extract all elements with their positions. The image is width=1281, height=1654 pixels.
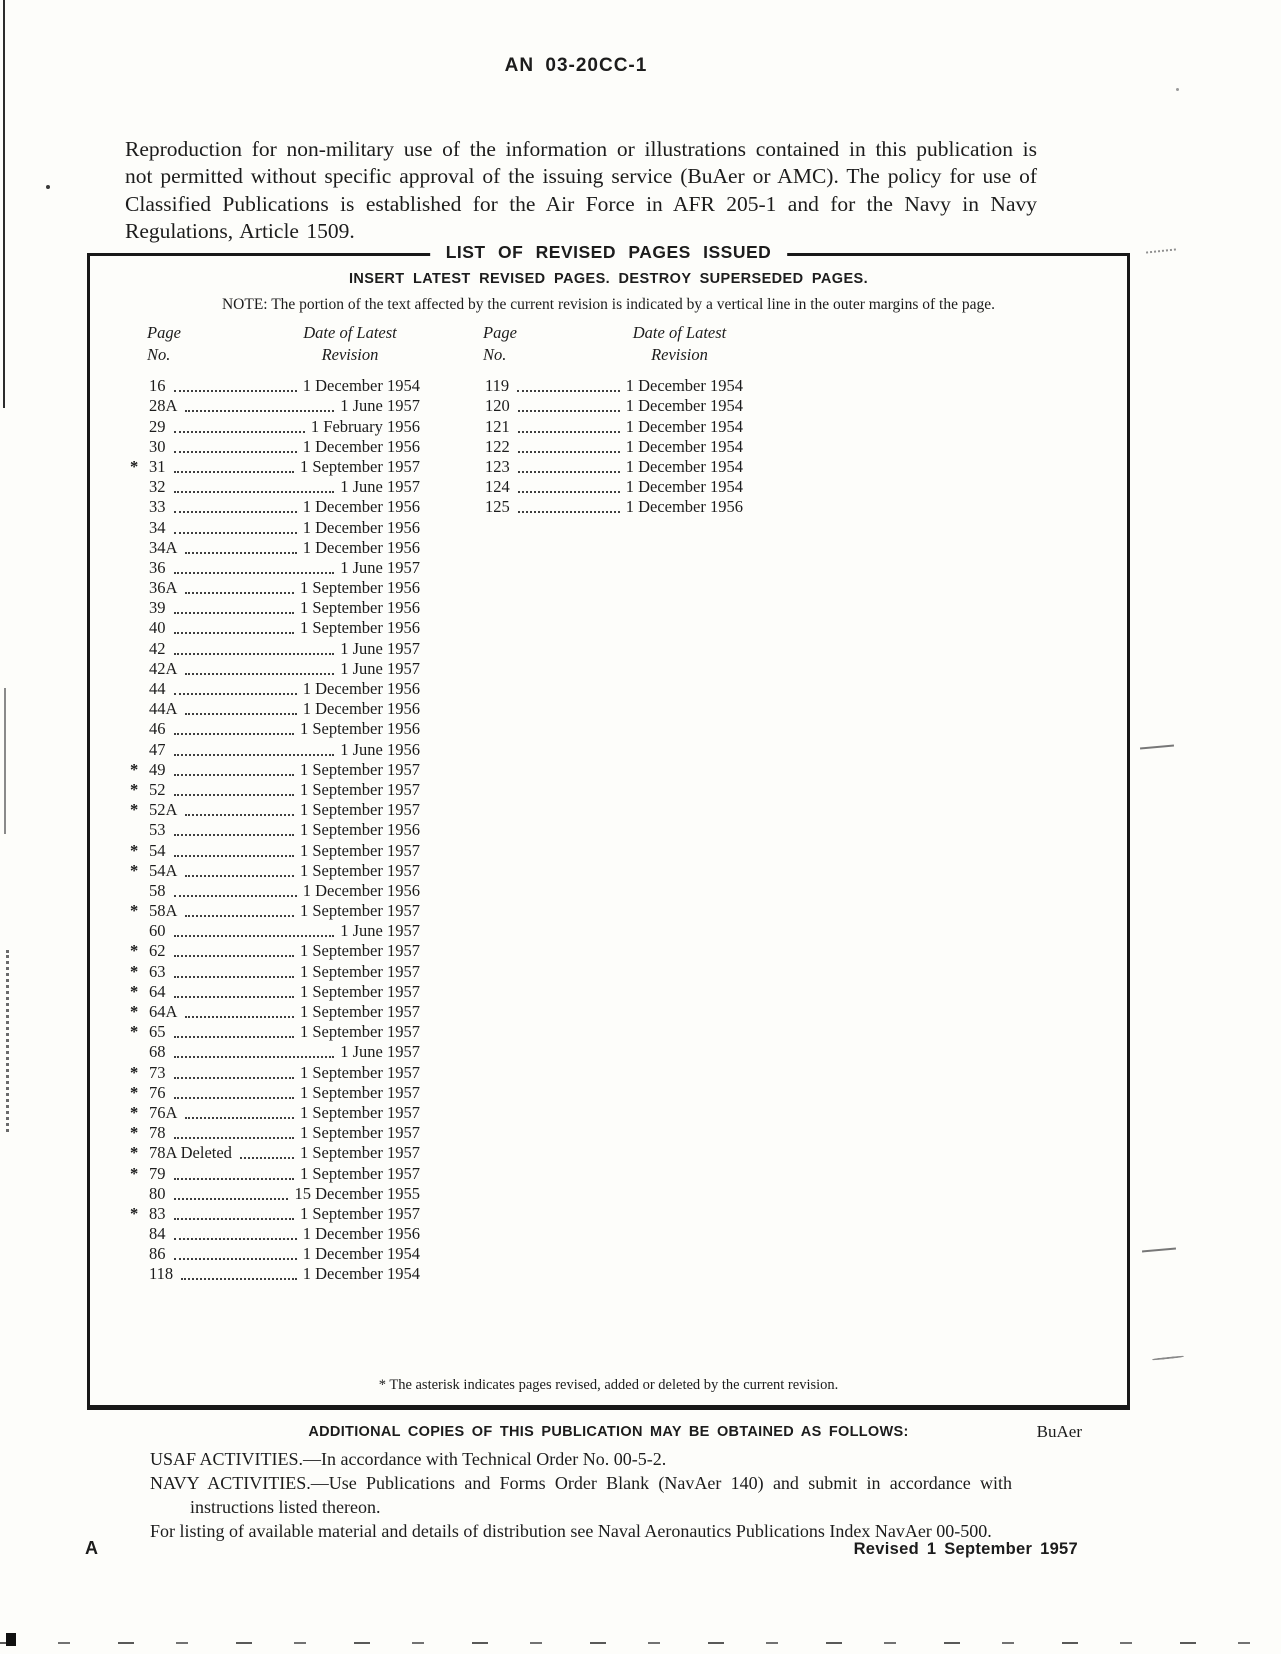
revision-date: 1 December 1954 bbox=[625, 376, 743, 396]
page-number: 124 bbox=[485, 477, 510, 497]
page-number: 34A bbox=[149, 537, 178, 557]
revision-row bbox=[130, 437, 420, 457]
date-of-latest-header: Date of Latest Revision bbox=[632, 323, 727, 364]
star-marker: * bbox=[130, 901, 139, 921]
scan-artifact-bottom-edge bbox=[0, 1642, 1281, 1644]
revision-date: 1 September 1957 bbox=[299, 1143, 420, 1163]
revision-row bbox=[130, 1204, 420, 1224]
revision-date: 1 September 1957 bbox=[299, 1163, 420, 1183]
revision-row bbox=[130, 699, 420, 719]
revision-row bbox=[130, 376, 420, 396]
page-letter: A bbox=[85, 1538, 98, 1558]
revision-date: 1 June 1957 bbox=[340, 1042, 420, 1062]
revision-row bbox=[130, 1184, 420, 1204]
revision-date: 1 September 1957 bbox=[299, 1082, 420, 1102]
dot-leader bbox=[185, 1016, 294, 1018]
page-number: 40 bbox=[149, 618, 166, 638]
revision-row bbox=[466, 396, 743, 416]
page-number: 79 bbox=[149, 1163, 166, 1183]
additional-copies-row bbox=[87, 1424, 1130, 1440]
scan-artifact-right-margin bbox=[1142, 1248, 1176, 1253]
revision-date: 1 December 1956 bbox=[302, 679, 420, 698]
dot-leader bbox=[174, 491, 335, 493]
revision-date: 1 December 1954 bbox=[625, 416, 743, 436]
star-marker: * bbox=[130, 1143, 139, 1163]
revision-row bbox=[130, 780, 420, 800]
dot-leader bbox=[174, 895, 297, 897]
revision-date: 1 September 1957 bbox=[299, 1102, 420, 1122]
page-number: 33 bbox=[149, 497, 166, 517]
revision-row bbox=[130, 840, 420, 860]
revision-date: 1 September 1957 bbox=[299, 860, 420, 880]
revision-row bbox=[130, 941, 420, 961]
page-number: 32 bbox=[149, 477, 166, 497]
doc-number: AN 03-20CC-1 bbox=[504, 55, 648, 76]
page-number: 54 bbox=[149, 840, 166, 860]
page-number: 54A bbox=[149, 860, 178, 880]
revision-row bbox=[466, 457, 743, 477]
dot-leader bbox=[174, 471, 294, 473]
revision-column-left bbox=[130, 322, 420, 1284]
revision-row bbox=[130, 578, 420, 598]
distribution-instructions bbox=[150, 1447, 1012, 1543]
page-number: 120 bbox=[485, 396, 510, 416]
revision-row bbox=[130, 1042, 420, 1062]
page-number: 121 bbox=[485, 416, 510, 436]
revision-date: 1 December 1954 bbox=[302, 1244, 420, 1264]
dot-leader bbox=[174, 632, 294, 634]
star-marker: * bbox=[130, 759, 139, 779]
revision-date: 1 June 1957 bbox=[340, 921, 420, 941]
page-number: 78A Deleted bbox=[149, 1143, 232, 1163]
dot-leader bbox=[518, 511, 620, 513]
revision-date: 1 September 1957 bbox=[299, 961, 420, 981]
revision-date: 1 December 1956 bbox=[625, 497, 743, 517]
star-marker: * bbox=[130, 981, 139, 1001]
page-number: 62 bbox=[149, 941, 166, 961]
revision-row bbox=[130, 719, 420, 739]
insert-pages-instruction: INSERT LATEST REVISED PAGES. DESTROY SUPERSEDED PAGES. bbox=[348, 271, 869, 287]
page-number: 36 bbox=[149, 557, 166, 577]
reproduction-notice: Reproduction for non-military use of the information or illustrations contained in this publication is not permitted without specific approval of the issuing service (BuAer or AMC). The policy for use of Classified Publications is established for the Air Force in AFR 205-1 and for the Navy in Navy Regulations, Article 1509. bbox=[125, 136, 1037, 243]
revision-date: 1 September 1957 bbox=[299, 759, 420, 779]
page-number: 58 bbox=[149, 880, 166, 900]
page-number: 64A bbox=[149, 1002, 178, 1021]
dot-leader bbox=[518, 410, 620, 412]
dot-leader bbox=[185, 713, 296, 715]
page-number: 123 bbox=[485, 456, 510, 476]
page-no-header: Page No. bbox=[483, 323, 517, 364]
dot-leader bbox=[174, 1218, 294, 1220]
page-number: 86 bbox=[149, 1244, 166, 1264]
scan-artifact-right-margin bbox=[1152, 1355, 1184, 1360]
dot-leader bbox=[174, 1056, 335, 1058]
revision-date: 1 September 1957 bbox=[299, 840, 420, 860]
page-number: 78 bbox=[149, 1123, 166, 1143]
page-number: 122 bbox=[485, 436, 510, 456]
star-marker: * bbox=[130, 779, 139, 799]
page-number: 84 bbox=[149, 1224, 166, 1244]
page-number: 60 bbox=[149, 921, 166, 941]
page-number: 65 bbox=[149, 1022, 166, 1042]
revision-row bbox=[130, 961, 420, 981]
revision-row bbox=[130, 1224, 420, 1244]
scan-artifact-right-margin bbox=[1146, 248, 1176, 253]
revision-date: 1 September 1956 bbox=[299, 719, 420, 739]
page-number: 42 bbox=[149, 638, 166, 658]
page-number: 64 bbox=[149, 981, 166, 1001]
revision-date: 1 September 1957 bbox=[299, 779, 420, 799]
scan-artifact-bottom-corner bbox=[6, 1633, 16, 1646]
revision-row bbox=[466, 376, 743, 396]
revision-date: 1 September 1956 bbox=[299, 618, 420, 638]
revision-row bbox=[130, 1002, 420, 1022]
revision-date: 15 December 1955 bbox=[294, 1183, 420, 1203]
dot-leader bbox=[174, 1036, 294, 1038]
revision-row bbox=[130, 477, 420, 497]
dot-leader bbox=[174, 1137, 294, 1139]
revision-row bbox=[130, 1143, 420, 1163]
star-marker: * bbox=[130, 1163, 139, 1183]
page-number: 34 bbox=[149, 517, 166, 537]
revision-column-right bbox=[466, 322, 743, 517]
dot-leader bbox=[174, 390, 297, 392]
revision-date: 1 September 1957 bbox=[299, 981, 420, 1001]
page-footer bbox=[85, 1538, 1078, 1559]
star-marker: * bbox=[130, 1123, 139, 1143]
revision-row bbox=[130, 638, 420, 658]
dot-leader bbox=[174, 955, 294, 957]
dot-leader bbox=[174, 935, 335, 937]
dot-leader bbox=[518, 491, 620, 493]
revision-date: 1 September 1957 bbox=[299, 901, 420, 921]
page-number: 119 bbox=[485, 376, 510, 396]
date-of-latest-header: Date of Latest Revision bbox=[303, 323, 397, 364]
dot-leader bbox=[174, 1097, 294, 1099]
dot-leader bbox=[174, 532, 297, 534]
revision-date: 1 September 1957 bbox=[299, 1203, 420, 1223]
page-number: 44 bbox=[149, 679, 166, 698]
revision-row bbox=[130, 538, 420, 558]
page-number: 46 bbox=[149, 719, 166, 739]
revision-date: 1 June 1957 bbox=[340, 658, 420, 678]
page-number: 16 bbox=[149, 376, 166, 396]
revision-date: 1 December 1956 bbox=[302, 1224, 420, 1244]
page-number: 53 bbox=[149, 820, 166, 840]
revision-row bbox=[130, 1083, 420, 1103]
dot-leader bbox=[185, 673, 334, 675]
revision-date: 1 September 1957 bbox=[299, 1062, 420, 1082]
revision-row bbox=[130, 598, 420, 618]
page-number: 63 bbox=[149, 961, 166, 981]
page-number: 49 bbox=[149, 759, 166, 779]
revision-date: 1 September 1957 bbox=[299, 941, 420, 961]
dot-leader bbox=[174, 1258, 297, 1260]
revision-row bbox=[130, 457, 420, 477]
revision-date: 1 December 1954 bbox=[625, 396, 743, 416]
page-number: 83 bbox=[149, 1203, 166, 1223]
dot-leader bbox=[174, 754, 335, 756]
revision-row bbox=[130, 820, 420, 840]
revision-date: 1 December 1954 bbox=[302, 1264, 420, 1284]
dot-leader bbox=[185, 814, 294, 816]
dot-leader bbox=[174, 794, 294, 796]
revision-date: 1 September 1957 bbox=[299, 1123, 420, 1143]
star-marker: * bbox=[130, 941, 139, 961]
page-number: 44A bbox=[149, 699, 178, 719]
dot-leader bbox=[240, 1157, 294, 1159]
revision-row bbox=[130, 517, 420, 537]
revision-date: 1 December 1956 bbox=[302, 537, 420, 557]
page-number: 29 bbox=[149, 416, 166, 436]
revised-pages-box bbox=[87, 242, 1130, 1410]
dot-leader bbox=[174, 511, 297, 513]
revision-date: 1 December 1954 bbox=[625, 477, 743, 497]
revision-date-label: Revised 1 September 1957 bbox=[853, 1540, 1078, 1558]
page-number: 39 bbox=[149, 598, 166, 618]
revision-rows-left bbox=[130, 376, 420, 1284]
revision-date: 1 September 1957 bbox=[299, 800, 420, 820]
revision-row bbox=[130, 861, 420, 881]
revision-date: 1 December 1956 bbox=[302, 436, 420, 456]
page-number: 31 bbox=[149, 456, 166, 476]
revision-row bbox=[130, 1062, 420, 1082]
revision-date: 1 December 1954 bbox=[625, 436, 743, 456]
dot-leader bbox=[174, 572, 335, 574]
buaer-label: BuAer bbox=[1036, 1422, 1082, 1441]
dot-leader bbox=[174, 1238, 297, 1240]
revision-date: 1 December 1956 bbox=[302, 497, 420, 517]
revision-date: 1 September 1956 bbox=[299, 578, 420, 598]
revision-row bbox=[130, 1123, 420, 1143]
dot-leader bbox=[185, 1117, 294, 1119]
usaf-activities-line: USAF ACTIVITIES.—In accordance with Technical Order No. 00-5-2. bbox=[150, 1449, 667, 1469]
star-marker: * bbox=[130, 961, 139, 981]
navy-activities-line: NAVY ACTIVITIES.—Use Publications and Forms Order Blank (NavAer 140) and submit in accordance with bbox=[150, 1473, 1012, 1493]
revision-date: 1 February 1956 bbox=[310, 416, 420, 436]
star-marker: * bbox=[130, 1203, 139, 1223]
revision-row bbox=[130, 618, 420, 638]
page-number: 42A bbox=[149, 658, 178, 678]
page-number: 30 bbox=[149, 436, 166, 456]
revision-row bbox=[130, 800, 420, 820]
page-no-header: Page No. bbox=[147, 323, 181, 364]
revision-date: 1 September 1956 bbox=[299, 820, 420, 840]
revision-date: 1 December 1956 bbox=[302, 517, 420, 537]
column-header bbox=[130, 322, 420, 368]
revision-date: 1 December 1956 bbox=[302, 880, 420, 900]
scan-artifact-dot bbox=[46, 185, 50, 189]
star-marker: * bbox=[130, 840, 139, 860]
revision-row bbox=[130, 416, 420, 436]
page-number: 36A bbox=[149, 578, 178, 598]
column-header bbox=[466, 322, 743, 368]
star-marker: * bbox=[130, 860, 139, 880]
revision-note: NOTE: The portion of the text affected by the current revision is indicated by a vertical line in the outer margins of the page. bbox=[221, 296, 996, 313]
revision-row bbox=[130, 982, 420, 1002]
dot-leader bbox=[181, 1278, 297, 1280]
star-marker: * bbox=[130, 1102, 139, 1122]
revised-pages-box-title: LIST OF REVISED PAGES ISSUED bbox=[430, 242, 788, 263]
page-number: 73 bbox=[149, 1062, 166, 1082]
dot-leader bbox=[174, 1178, 294, 1180]
star-marker: * bbox=[130, 1062, 139, 1082]
dot-leader bbox=[174, 431, 305, 433]
revision-row bbox=[130, 1264, 420, 1284]
revision-row bbox=[130, 739, 420, 759]
revision-row bbox=[130, 1022, 420, 1042]
revision-row bbox=[130, 1163, 420, 1183]
scan-artifact-left-dots bbox=[6, 950, 9, 1132]
additional-copies-heading: ADDITIONAL COPIES OF THIS PUBLICATION MAY BE OBTAINED AS FOLLOWS: bbox=[308, 1424, 909, 1440]
revision-row bbox=[130, 881, 420, 901]
page-number: 125 bbox=[485, 497, 510, 517]
star-marker: * bbox=[130, 456, 139, 476]
page-number: 28A bbox=[149, 396, 178, 416]
dot-leader bbox=[518, 431, 620, 433]
scan-artifact-right-margin bbox=[1140, 745, 1174, 750]
revision-row bbox=[466, 477, 743, 497]
revision-date: 1 December 1954 bbox=[625, 456, 743, 476]
revision-row bbox=[130, 659, 420, 679]
revision-date: 1 September 1956 bbox=[299, 598, 420, 618]
index-listing-line: For listing of available material and details of distribution see Naval Aeronautics Publications Index NavAer 00-500. bbox=[150, 1521, 992, 1541]
dot-leader bbox=[185, 552, 296, 554]
dot-leader bbox=[174, 855, 294, 857]
star-marker: * bbox=[130, 800, 139, 820]
revision-date: 1 September 1957 bbox=[299, 1002, 420, 1021]
revision-rows-right bbox=[466, 376, 743, 517]
page-number: 68 bbox=[149, 1042, 166, 1062]
page-number: 76A bbox=[149, 1102, 178, 1122]
dot-leader bbox=[174, 996, 294, 998]
dot-leader bbox=[518, 471, 620, 473]
revision-date: 1 June 1957 bbox=[340, 557, 420, 577]
page-number: 80 bbox=[149, 1183, 166, 1203]
revision-date: 1 December 1956 bbox=[302, 699, 420, 719]
star-marker: * bbox=[130, 1002, 139, 1021]
revision-date: 1 September 1957 bbox=[299, 456, 420, 476]
page-number: 118 bbox=[149, 1264, 174, 1284]
revision-columns bbox=[90, 322, 1127, 1284]
revision-date: 1 June 1957 bbox=[340, 638, 420, 658]
revision-row bbox=[130, 901, 420, 921]
dot-leader bbox=[517, 390, 620, 392]
dot-leader bbox=[174, 834, 294, 836]
dot-leader bbox=[185, 875, 294, 877]
revision-row bbox=[466, 497, 743, 517]
revision-row bbox=[466, 437, 743, 457]
revision-row bbox=[130, 1244, 420, 1264]
page-number: 47 bbox=[149, 739, 166, 759]
scan-artifact-left-edge bbox=[4, 688, 6, 834]
dot-leader bbox=[174, 612, 294, 614]
revision-date: 1 June 1957 bbox=[340, 477, 420, 497]
dot-leader bbox=[185, 592, 294, 594]
navy-activities-continuation: instructions listed thereon. bbox=[190, 1497, 381, 1517]
revision-row bbox=[130, 679, 420, 699]
asterisk-footnote: * The asterisk indicates pages revised, added or deleted by the current revision. bbox=[378, 1377, 839, 1393]
dot-leader bbox=[174, 733, 294, 735]
revision-date: 1 September 1957 bbox=[299, 1022, 420, 1042]
dot-leader bbox=[185, 915, 294, 917]
star-marker: * bbox=[130, 1082, 139, 1102]
revision-row bbox=[130, 558, 420, 578]
revision-date: 1 June 1957 bbox=[340, 396, 420, 416]
dot-leader bbox=[174, 653, 335, 655]
revision-row bbox=[466, 416, 743, 436]
star-marker: * bbox=[130, 1022, 139, 1042]
dot-leader bbox=[174, 774, 294, 776]
revision-date: 1 June 1956 bbox=[340, 739, 420, 759]
dot-leader bbox=[185, 410, 334, 412]
page-number: 58A bbox=[149, 901, 178, 921]
page-number: 76 bbox=[149, 1082, 166, 1102]
dot-leader bbox=[174, 451, 297, 453]
revision-row bbox=[130, 396, 420, 416]
dot-leader bbox=[174, 1198, 289, 1200]
revision-row bbox=[130, 921, 420, 941]
revision-row bbox=[130, 497, 420, 517]
page-number: 52A bbox=[149, 800, 178, 820]
revision-date: 1 December 1954 bbox=[302, 376, 420, 396]
scan-artifact-dot bbox=[1176, 88, 1179, 91]
revision-row bbox=[130, 1103, 420, 1123]
dot-leader bbox=[174, 1077, 294, 1079]
dot-leader bbox=[174, 693, 297, 695]
page-number: 52 bbox=[149, 779, 166, 799]
dot-leader bbox=[518, 451, 620, 453]
revision-row bbox=[130, 760, 420, 780]
dot-leader bbox=[174, 976, 294, 978]
